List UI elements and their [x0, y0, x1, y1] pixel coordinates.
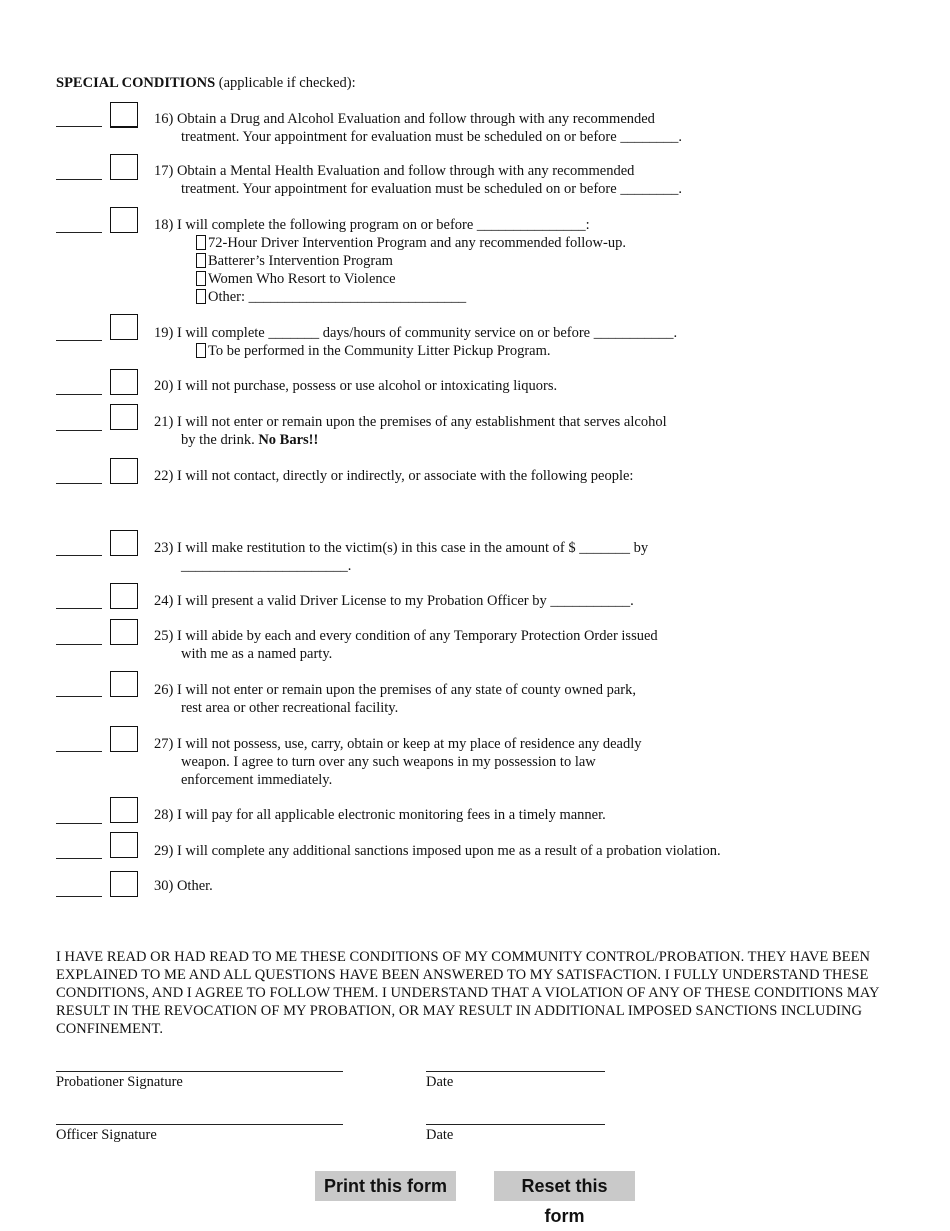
program-option: To be performed in the Community Litter Pickup Program. — [154, 342, 677, 360]
condition-text: 30) Other. — [154, 878, 213, 894]
acknowledgement-statement: I HAVE READ OR HAD READ TO ME THESE CONDITIONS OF MY COMMUNITY CONTROL/PROBATION. THEY HAVE BEEN EXPLAINED TO ME AND ALL QUESTIONS HAVE BEEN ANSWERED TO MY SATISFACTION. I FULLY UNDERSTAND THESE CONDITIONS, AND I AGREE TO FOLLOW THEM. I UNDERSTAND THAT A VIOLATION OF ANY OF THESE CONDITIONS MAY RESULT IN THE REVOCATION OF MY PROBATION, OR MAY RESULT IN ADDITIONAL IMPOSED SANCTIONS INCLUDING CONFINEMENT. — [56, 949, 879, 1037]
initial-field[interactable] — [56, 483, 102, 484]
condition-checkbox[interactable] — [110, 797, 138, 823]
officer-signature-label: Officer Signature — [56, 1127, 157, 1143]
initial-field[interactable] — [56, 858, 102, 859]
condition-checkbox[interactable] — [110, 154, 138, 180]
condition-checkbox[interactable] — [110, 671, 138, 697]
initial-field[interactable] — [56, 126, 102, 127]
condition-text: 27) I will not possess, use, carry, obtain or keep at my place of residence any deadly weapon. I agree to turn over any such weapons in my possession to law enforcement immediately. — [154, 736, 642, 788]
initial-field[interactable] — [56, 340, 102, 341]
option-checkbox[interactable] — [196, 253, 206, 268]
program-option: Other: ______________________________ — [154, 288, 626, 306]
condition-checkbox[interactable] — [110, 726, 138, 752]
condition-checkbox[interactable] — [110, 102, 138, 128]
condition-checkbox[interactable] — [110, 404, 138, 430]
option-checkbox[interactable] — [196, 235, 206, 250]
probationer-date-label: Date — [426, 1074, 454, 1090]
condition-checkbox[interactable] — [110, 583, 138, 609]
condition-text: 29) I will complete any additional sanctions imposed upon me as a result of a probation violation. — [154, 843, 721, 859]
condition-checkbox[interactable] — [110, 619, 138, 645]
option-checkbox[interactable] — [196, 343, 206, 358]
option-checkbox[interactable] — [196, 289, 206, 304]
option-checkbox[interactable] — [196, 271, 206, 286]
program-option: Women Who Resort to Violence — [154, 270, 626, 288]
officer-date-field[interactable] — [426, 1124, 605, 1125]
condition-text: 18) I will complete the following program on or before _______________: 72-Hour Driver Intervention Program and any recommended follow-up. Batterer’s Intervention Program Women Who Resort to Violence Other: ______________________________ — [154, 217, 626, 305]
condition-checkbox[interactable] — [110, 530, 138, 556]
program-option: Batterer’s Intervention Program — [154, 252, 626, 270]
condition-checkbox[interactable] — [110, 369, 138, 395]
condition-text: 16) Obtain a Drug and Alcohol Evaluation and follow through with any recommended treatment. Your appointment for evaluation must be scheduled on or before ________. — [154, 111, 682, 145]
initial-field[interactable] — [56, 823, 102, 824]
condition-text: 22) I will not contact, directly or indirectly, or associate with the following people: — [154, 468, 634, 484]
initial-field[interactable] — [56, 232, 102, 233]
initial-field[interactable] — [56, 430, 102, 431]
initial-field[interactable] — [56, 608, 102, 609]
print-form-button[interactable]: Print this form — [315, 1171, 456, 1201]
program-option: 72-Hour Driver Intervention Program and any recommended follow-up. — [154, 234, 626, 252]
initial-field[interactable] — [56, 696, 102, 697]
condition-checkbox[interactable] — [110, 871, 138, 897]
condition-text: 21) I will not enter or remain upon the premises of any establishment that serves alcohol by the drink. No Bars!! — [154, 414, 667, 448]
reset-form-button[interactable]: Reset this form — [494, 1171, 635, 1201]
initial-field[interactable] — [56, 751, 102, 752]
officer-signature-field[interactable] — [56, 1124, 343, 1125]
condition-text: 25) I will abide by each and every condition of any Temporary Protection Order issued with me as a named party. — [154, 628, 658, 662]
condition-text: 17) Obtain a Mental Health Evaluation and follow through with any recommended treatment. Your appointment for evaluation must be scheduled on or before ________. — [154, 163, 682, 197]
condition-checkbox[interactable] — [110, 458, 138, 484]
condition-text: 24) I will present a valid Driver License to my Probation Officer by ___________. — [154, 593, 634, 609]
condition-text: 20) I will not purchase, possess or use alcohol or intoxicating liquors. — [154, 378, 558, 394]
section-heading: SPECIAL CONDITIONS (applicable if checked): — [56, 75, 356, 91]
probationer-signature-label: Probationer Signature — [56, 1074, 183, 1090]
condition-checkbox[interactable] — [110, 207, 138, 233]
condition-text: 19) I will complete _______ days/hours of community service on or before ___________. To be performed in the Community Litter Pickup Program. — [154, 325, 678, 359]
condition-text: 23) I will make restitution to the victim(s) in this case in the amount of $ _______ by _______________________. — [154, 540, 649, 574]
officer-date-label: Date — [426, 1127, 454, 1143]
condition-text: 28) I will pay for all applicable electronic monitoring fees in a timely manner. — [154, 807, 606, 823]
condition-checkbox[interactable] — [110, 314, 138, 340]
probationer-signature-field[interactable] — [56, 1071, 343, 1072]
initial-field[interactable] — [56, 896, 102, 897]
probationer-date-field[interactable] — [426, 1071, 605, 1072]
initial-field[interactable] — [56, 179, 102, 180]
initial-field[interactable] — [56, 394, 102, 395]
initial-field[interactable] — [56, 644, 102, 645]
condition-text: 26) I will not enter or remain upon the premises of any state of county owned park, rest area or other recreational facility. — [154, 682, 636, 716]
condition-checkbox[interactable] — [110, 832, 138, 858]
initial-field[interactable] — [56, 555, 102, 556]
